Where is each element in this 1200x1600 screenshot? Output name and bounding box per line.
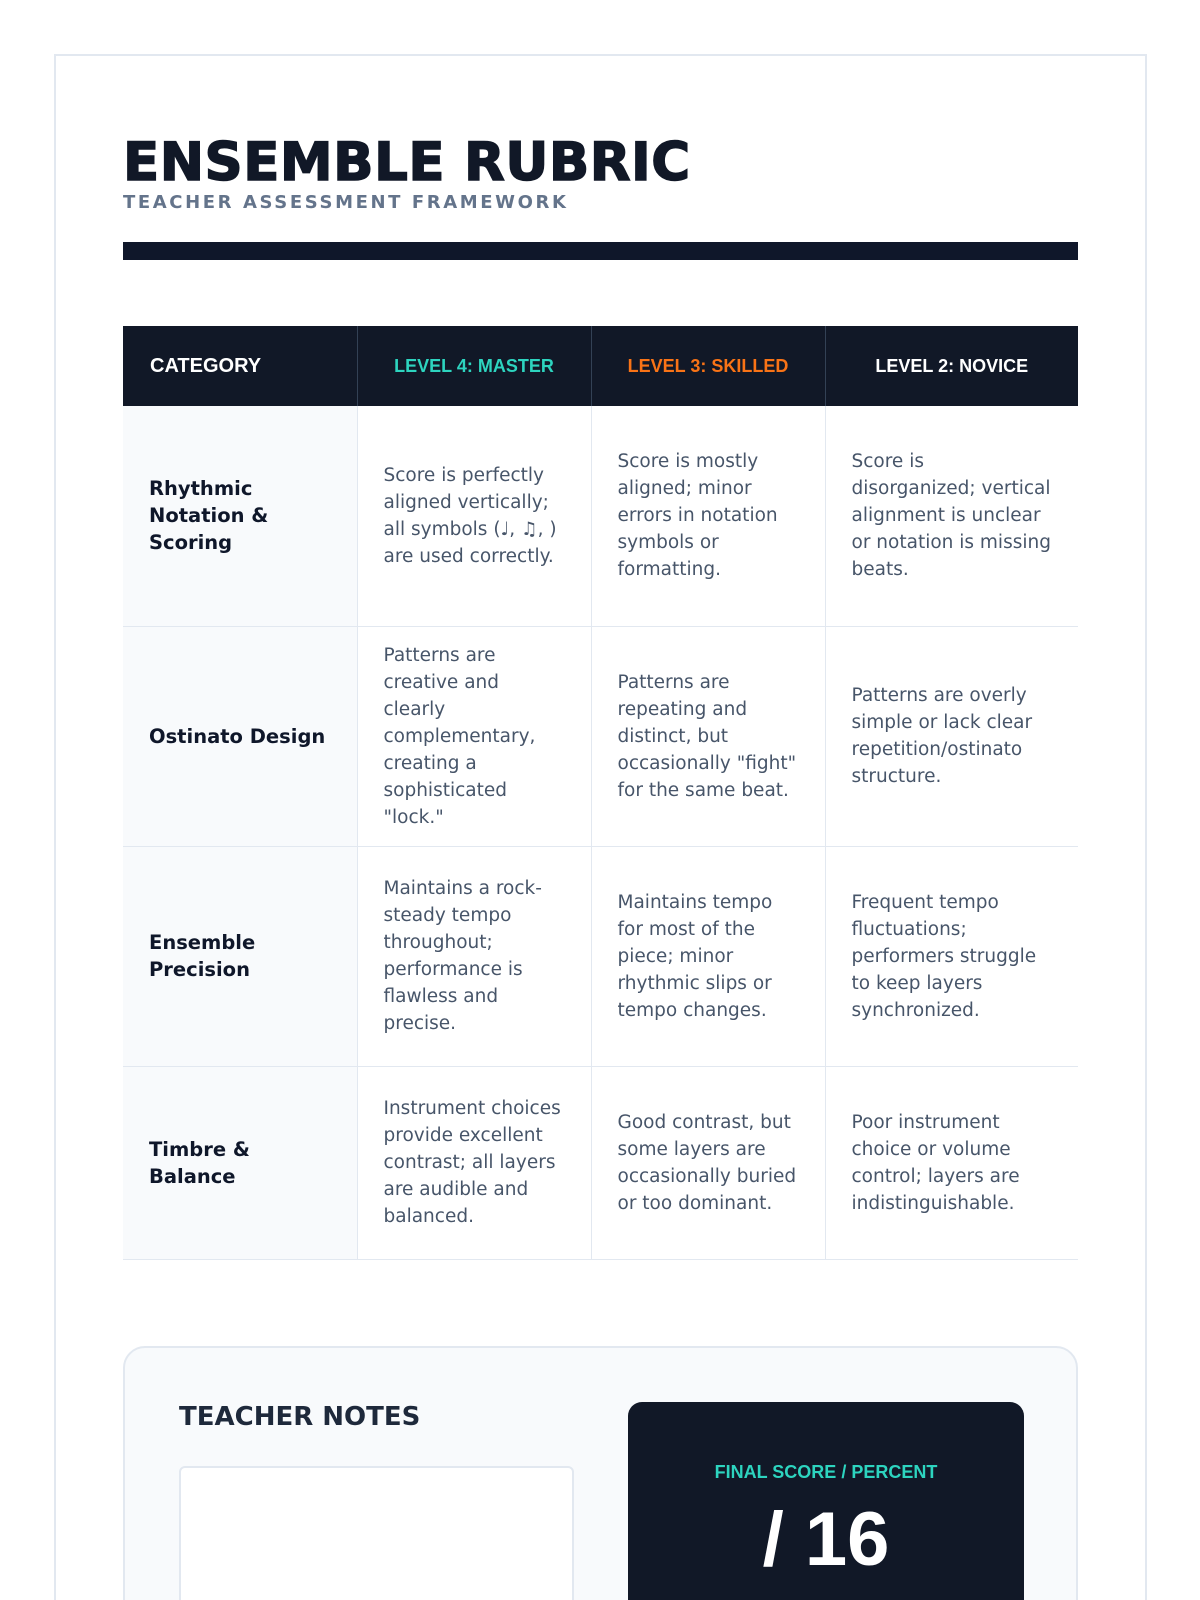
master-descriptor: Instrument choices provide excellent contrast; all layers are audible and balanced.: [357, 1066, 591, 1259]
page-title: ENSEMBLE RUBRIC: [123, 132, 691, 193]
row-category: Ensemble Precision: [123, 846, 357, 1066]
table-header-row: [123, 326, 1078, 406]
novice-descriptor: Frequent tempo fluctuations; performers struggle to keep layers synchronized.: [825, 846, 1078, 1066]
skilled-descriptor: Good contrast, but some layers are occasionally buried or too dominant.: [591, 1066, 825, 1259]
novice-descriptor: Patterns are overly simple or lack clear repetition/ostinato structure.: [825, 626, 1078, 846]
column-header-category: CATEGORY: [123, 326, 357, 406]
skilled-descriptor: Score is mostly aligned; minor errors in notation symbols or formatting.: [591, 406, 825, 626]
master-descriptor: Maintains a rock-steady tempo throughout; performance is flawless and precise.: [357, 846, 591, 1066]
row-category: Ostinato Design: [123, 626, 357, 846]
table-row: [123, 846, 1078, 1066]
final-score-box: [628, 1402, 1024, 1600]
master-descriptor: Score is perfectly aligned vertically; all symbols (♩, ♫, ) are used correctly.: [357, 406, 591, 626]
column-header-skilled: LEVEL 3: SKILLED: [591, 326, 825, 406]
table-row: [123, 626, 1078, 846]
teacher-notes-field[interactable]: [179, 1466, 574, 1600]
column-header-master: LEVEL 4: MASTER: [357, 326, 591, 406]
table-row: [123, 406, 1078, 626]
row-category: Timbre & Balance: [123, 1066, 357, 1259]
page-subtitle: TEACHER ASSESSMENT FRAMEWORK: [123, 192, 569, 213]
skilled-descriptor: Maintains tempo for most of the piece; minor rhythmic slips or tempo changes.: [591, 846, 825, 1066]
table-row: [123, 1066, 1078, 1259]
master-descriptor: Patterns are creative and clearly complementary, creating a sophisticated "lock.": [357, 626, 591, 846]
rubric-table: [123, 326, 1078, 1260]
final-score-label: FINAL SCORE / PERCENT: [714, 1462, 938, 1482]
novice-descriptor: Poor instrument choice or volume control; layers are indistinguishable.: [825, 1066, 1078, 1259]
skilled-descriptor: Patterns are repeating and distinct, but occasionally "fight" for the same beat.: [591, 626, 825, 846]
column-header-novice: LEVEL 2: NOVICE: [825, 326, 1078, 406]
novice-descriptor: Score is disorganized; vertical alignment is unclear or notation is missing beats.: [825, 406, 1078, 626]
notes-title: TEACHER NOTES: [179, 1402, 421, 1432]
notes-section: [123, 1346, 1078, 1600]
header-divider: [123, 242, 1078, 260]
final-score-value: / 16: [762, 1497, 890, 1582]
rubric-page: [54, 54, 1147, 1600]
row-category: Rhythmic Notation & Scoring: [123, 406, 357, 626]
